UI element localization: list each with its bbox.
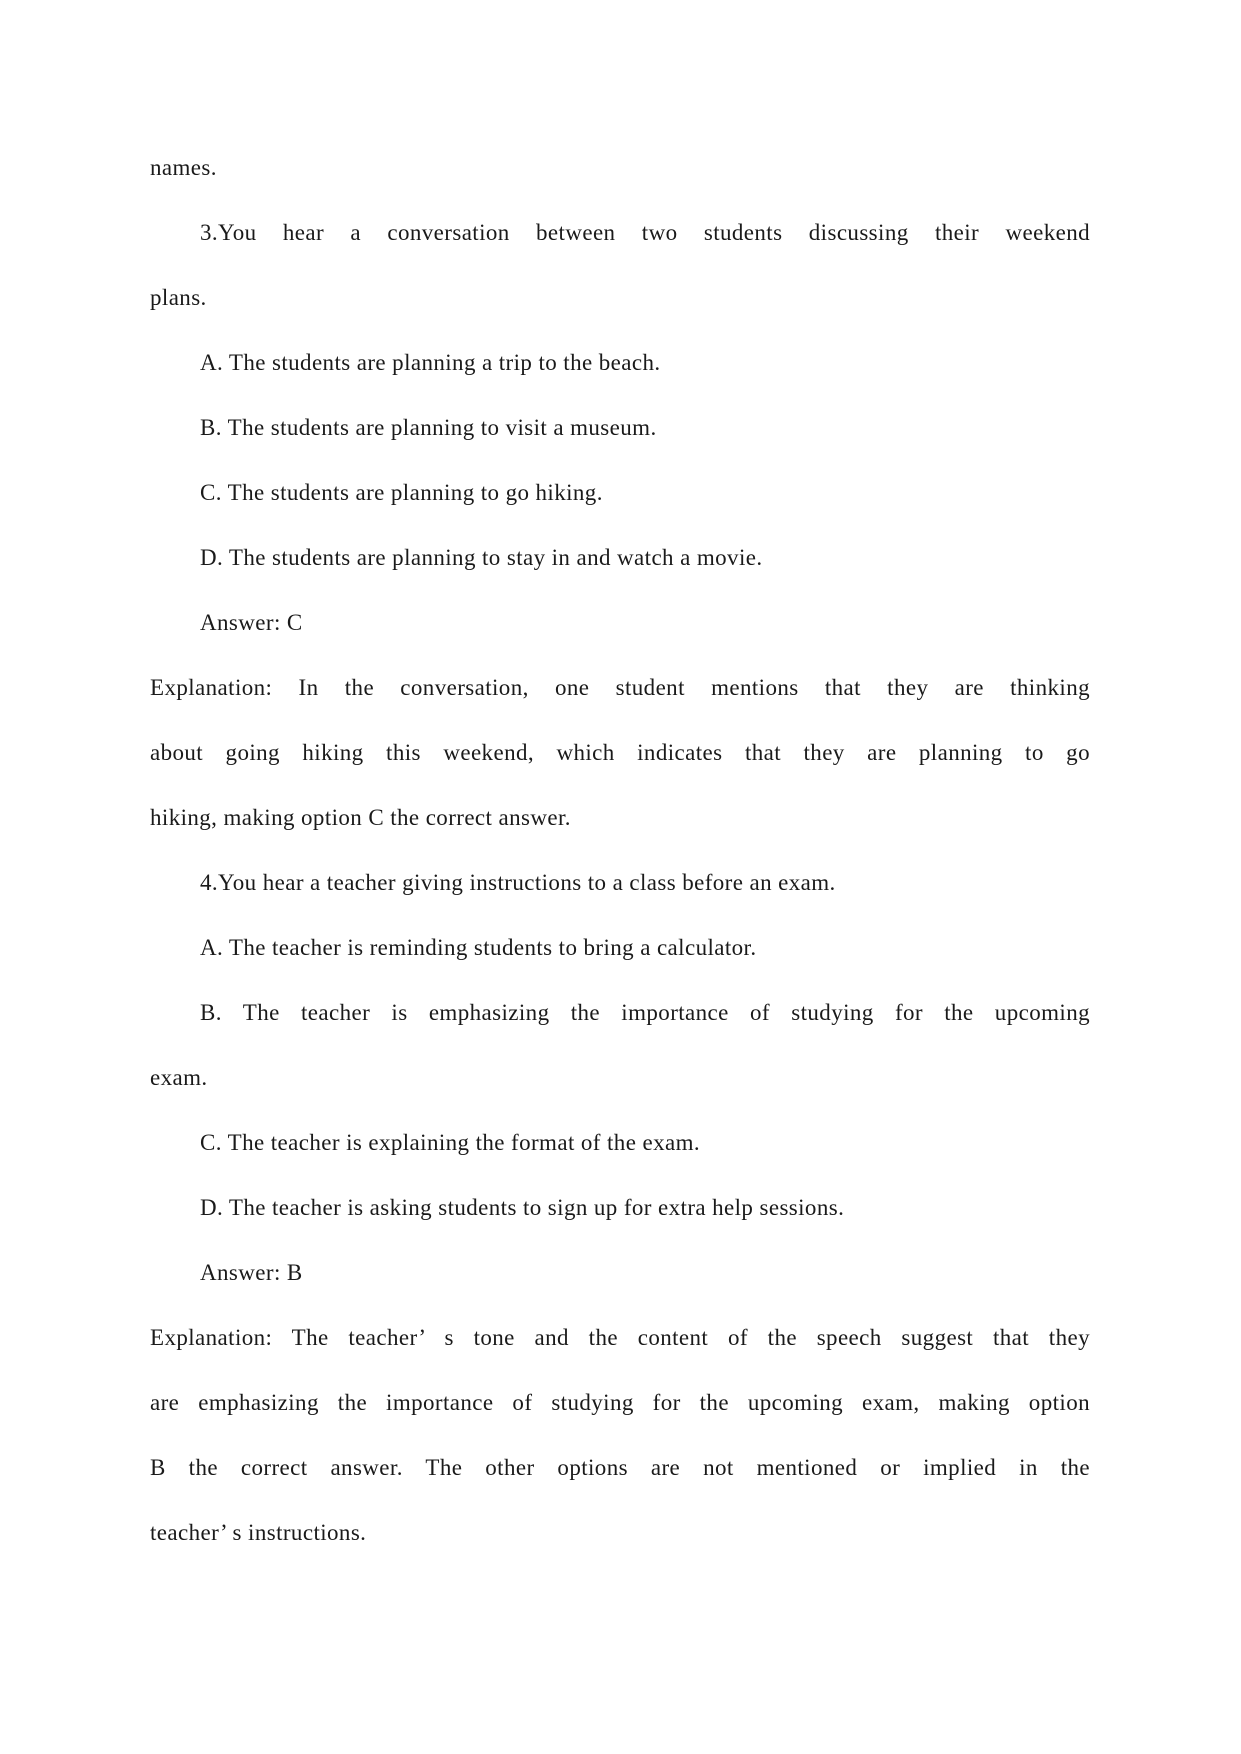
- document-page: [150, 135, 1090, 1565]
- question-3-explanation-line-3: hiking, making option C the correct answer.: [150, 805, 571, 830]
- question-4-explanation-line-1: Explanation: The teacher’ s tone and the content of the speech suggest that they: [150, 1325, 1090, 1350]
- question-4-option-a: A. The teacher is reminding students to bring a calculator.: [200, 935, 757, 960]
- question-3-option-b: B. The students are planning to visit a museum.: [200, 415, 657, 440]
- question-4-explanation-line-3: B the correct answer. The other options are not mentioned or implied in the: [150, 1455, 1090, 1480]
- question-4-prompt: 4.You hear a teacher giving instructions to a class before an exam.: [200, 870, 836, 895]
- question-3-explanation-line-2: about going hiking this weekend, which indicates that they are planning to go: [150, 740, 1090, 765]
- question-4-option-c: C. The teacher is explaining the format of the exam.: [200, 1130, 701, 1155]
- question-3-option-d: D. The students are planning to stay in and watch a movie.: [200, 545, 763, 570]
- question-4-explanation-line-4: teacher’ s instructions.: [150, 1520, 367, 1545]
- question-3-prompt: 3.You hear a conversation between two students discussing their weekend: [200, 220, 1090, 245]
- question-4-answer: Answer: B: [200, 1260, 303, 1285]
- question-4-explanation-line-2: are emphasizing the importance of studying for the upcoming exam, making option: [150, 1390, 1090, 1415]
- question-3-explanation-line-1: Explanation: In the conversation, one student mentions that they are thinking: [150, 675, 1090, 700]
- question-3-answer: Answer: C: [200, 610, 303, 635]
- question-3-option-a: A. The students are planning a trip to the beach.: [200, 350, 661, 375]
- question-4-option-d: D. The teacher is asking students to sign up for extra help sessions.: [200, 1195, 845, 1220]
- question-4-option-b: B. The teacher is emphasizing the importance of studying for the upcoming: [200, 1000, 1090, 1025]
- question-3-prompt-continued: plans.: [150, 285, 207, 310]
- text-line-names: names.: [150, 155, 217, 180]
- question-4-option-b-continued: exam.: [150, 1065, 208, 1090]
- question-3-option-c: C. The students are planning to go hiking.: [200, 480, 603, 505]
